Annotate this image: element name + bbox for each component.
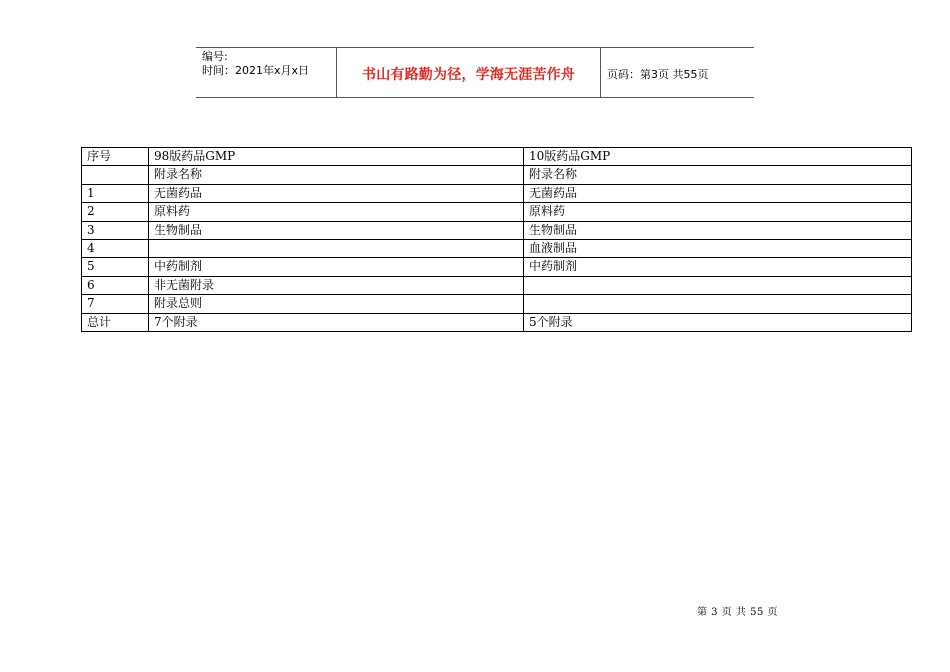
subheader-cell-gmp10: 附录名称 <box>524 166 912 184</box>
header-motto-cell <box>337 48 601 97</box>
row-gmp10 <box>524 276 912 294</box>
row-gmp98: 非无菌附录 <box>149 276 524 294</box>
total-gmp98: 7个附录 <box>149 313 524 331</box>
row-index: 3 <box>82 221 149 239</box>
time-label: 时间：2021年x月x日 <box>202 64 310 77</box>
total-label: 总计 <box>82 313 149 331</box>
gmp-comparison-table <box>81 147 912 332</box>
header-page-info: 页码：第3页 共55页 <box>607 68 709 81</box>
row-index: 4 <box>82 239 149 257</box>
row-gmp10: 生物制品 <box>524 221 912 239</box>
table-row <box>82 295 912 313</box>
page-footer: 第 3 页 共 55 页 <box>697 607 778 618</box>
header-cell-index: 序号 <box>82 148 149 166</box>
row-gmp10 <box>524 295 912 313</box>
row-gmp98: 附录总则 <box>149 295 524 313</box>
table-row <box>82 276 912 294</box>
row-gmp10: 中药制剂 <box>524 258 912 276</box>
row-index: 1 <box>82 184 149 202</box>
header-cell-gmp10: 10版药品GMP <box>524 148 912 166</box>
row-gmp98: 中药制剂 <box>149 258 524 276</box>
row-index: 5 <box>82 258 149 276</box>
header-cell-gmp98: 98版药品GMP <box>149 148 524 166</box>
row-gmp98: 无菌药品 <box>149 184 524 202</box>
table-subheader-row <box>82 166 912 184</box>
table-header-row <box>82 148 912 166</box>
table-row <box>82 221 912 239</box>
header-motto: 书山有路勤为径，学海无涯苦作舟 <box>362 67 575 83</box>
row-index: 2 <box>82 203 149 221</box>
table-row <box>82 258 912 276</box>
row-index: 7 <box>82 295 149 313</box>
row-gmp98 <box>149 239 524 257</box>
page-header <box>196 47 754 98</box>
number-label: 编号: <box>202 50 228 63</box>
table-row <box>82 239 912 257</box>
row-gmp98: 生物制品 <box>149 221 524 239</box>
total-gmp10: 5个附录 <box>524 313 912 331</box>
table-total-row <box>82 313 912 331</box>
row-index: 6 <box>82 276 149 294</box>
subheader-cell-index <box>82 166 149 184</box>
header-meta <box>196 48 337 97</box>
row-gmp98: 原料药 <box>149 203 524 221</box>
subheader-cell-gmp98: 附录名称 <box>149 166 524 184</box>
table-row <box>82 184 912 202</box>
table-row <box>82 203 912 221</box>
row-gmp10: 原料药 <box>524 203 912 221</box>
row-gmp10: 血液制品 <box>524 239 912 257</box>
header-page-info-cell <box>601 48 754 97</box>
row-gmp10: 无菌药品 <box>524 184 912 202</box>
